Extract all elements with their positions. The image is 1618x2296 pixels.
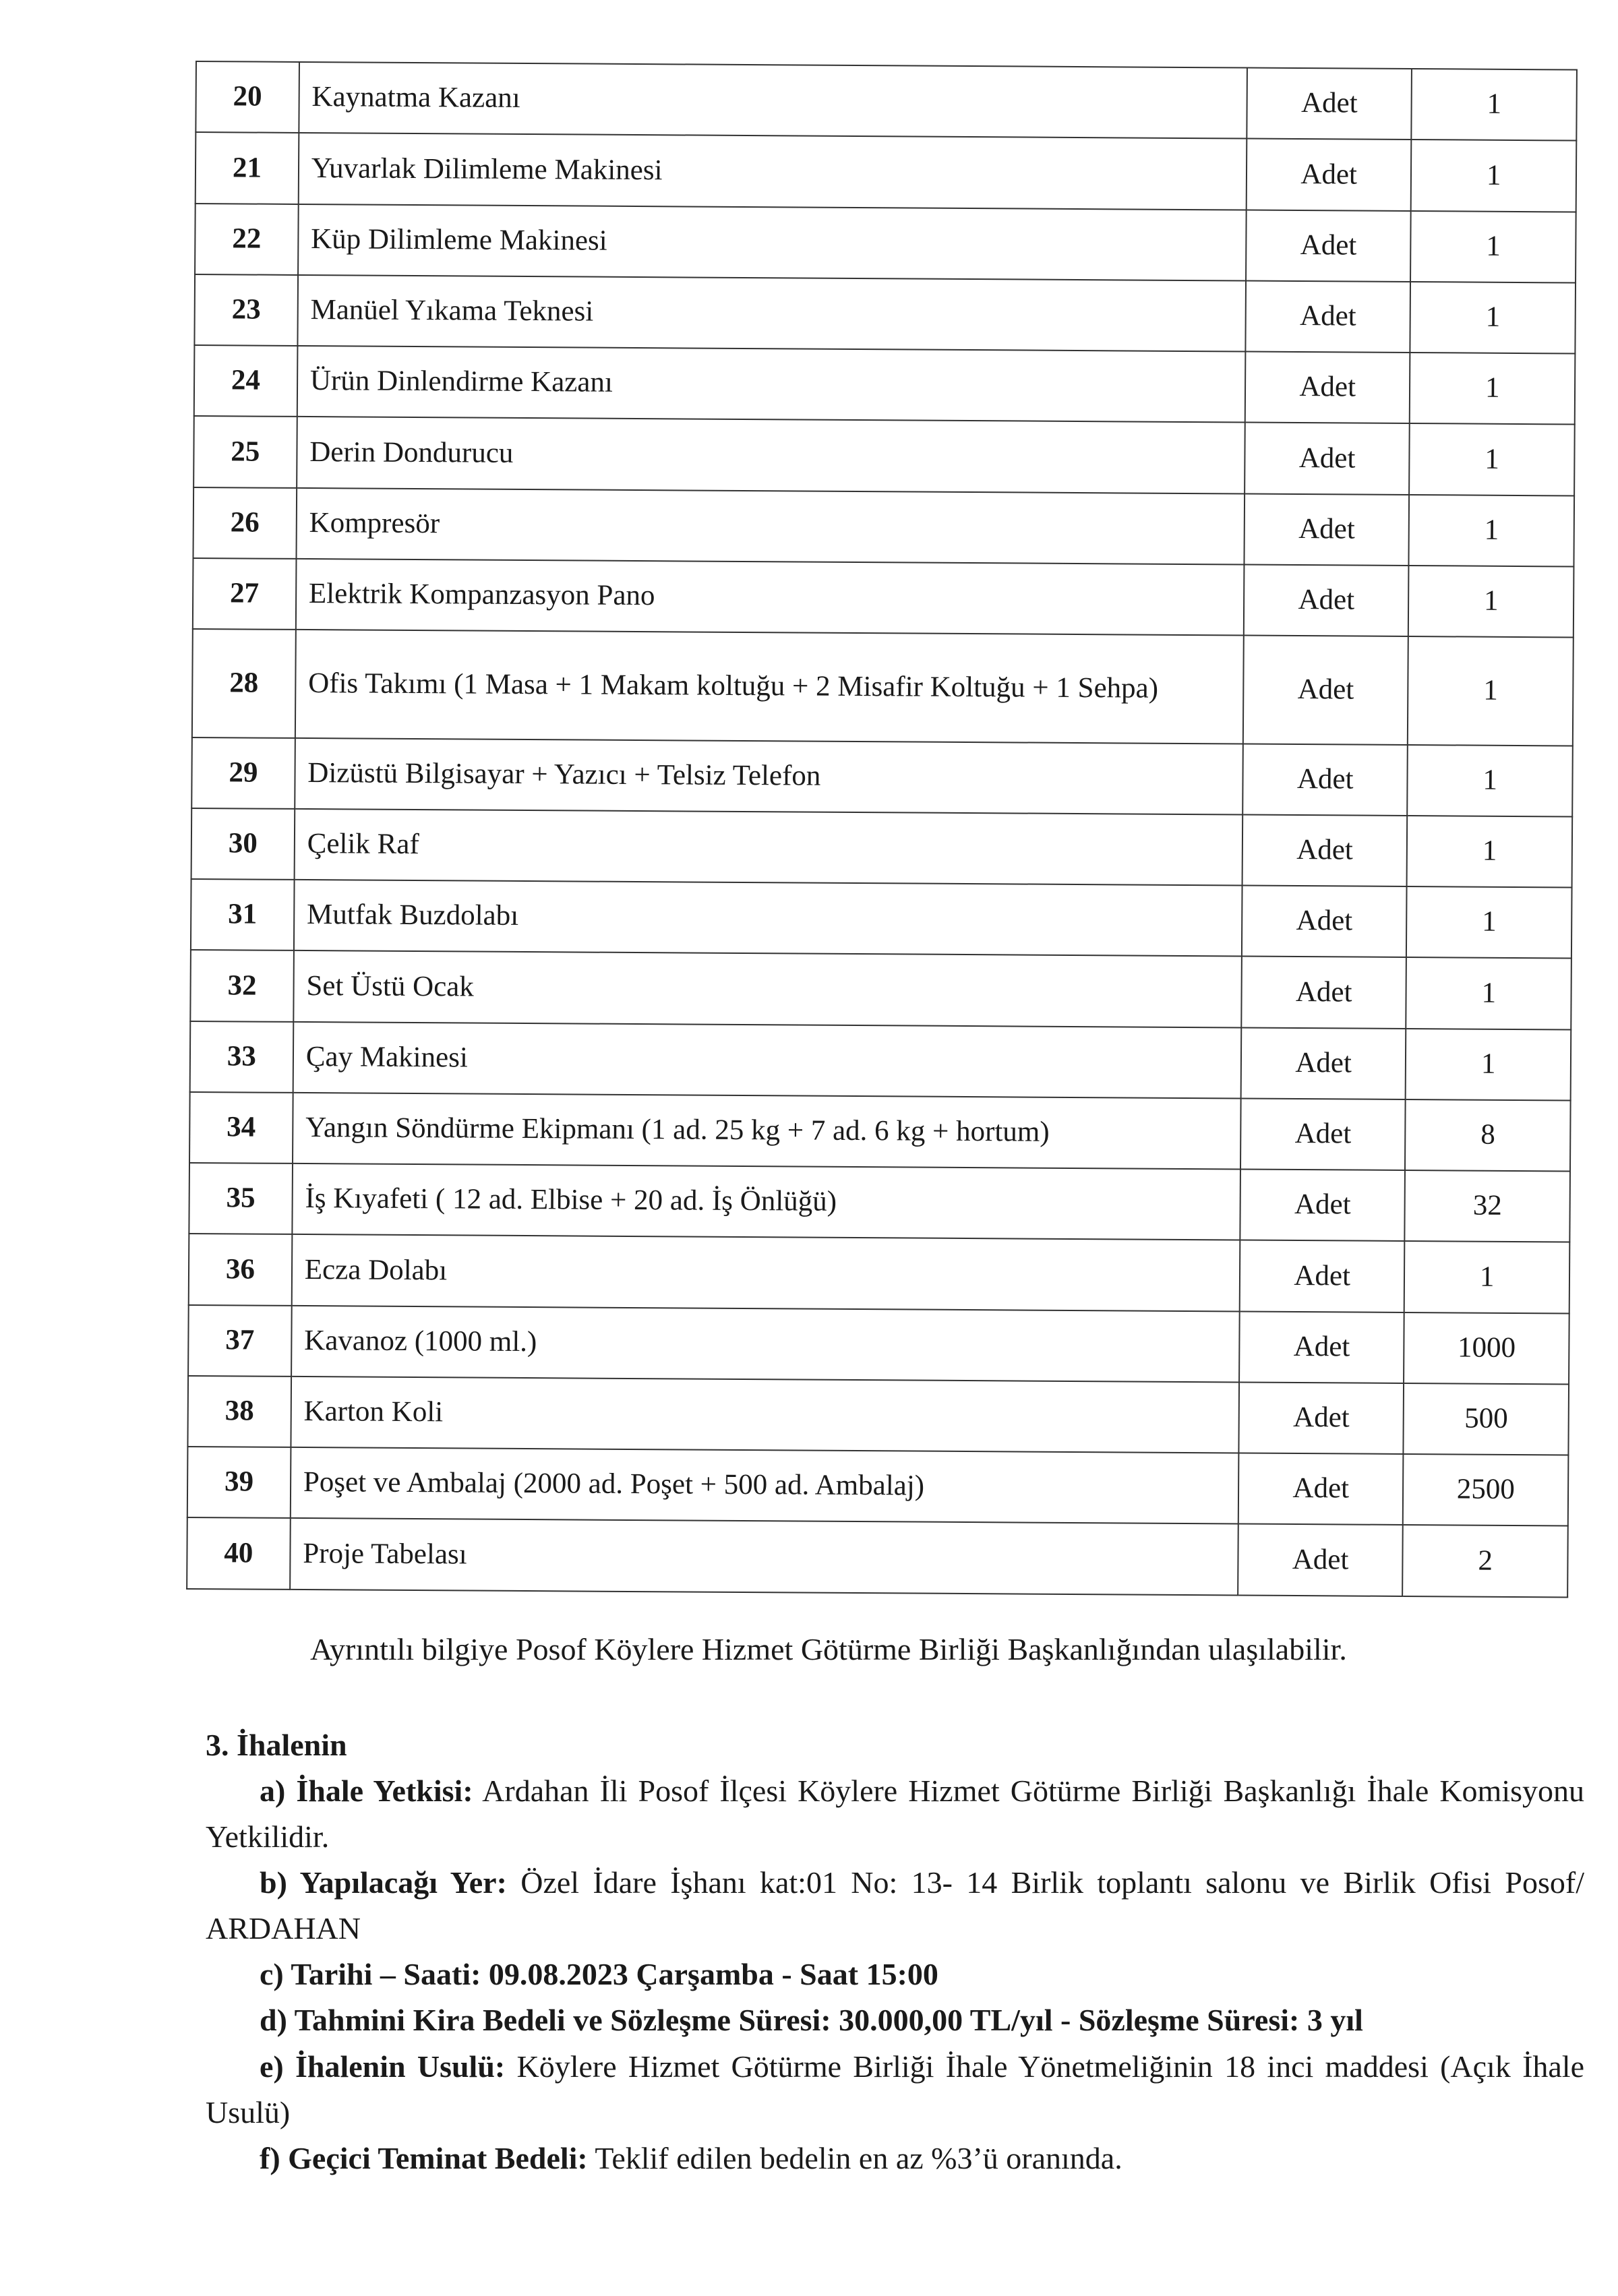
cell-number: 28 — [192, 629, 296, 737]
cell-unit: Adet — [1244, 564, 1409, 636]
cell-unit: Adet — [1242, 814, 1407, 886]
tender-item-label: a) İhale Yetkisi: — [260, 1774, 473, 1809]
cell-number: 27 — [193, 558, 296, 630]
cell-unit: Adet — [1238, 1453, 1404, 1525]
cell-quantity: 1 — [1410, 423, 1575, 495]
cell-description: Ecza Dolabı — [292, 1234, 1240, 1311]
cell-quantity: 1 — [1408, 566, 1574, 638]
cell-description: Kaynatma Kazanı — [299, 62, 1247, 139]
table-row — [191, 879, 1572, 959]
tender-item-text: Özel İdare İşhanı kat:01 No: 13- 14 Birlik toplantı salonu ve Birlik Ofisi Posof/ ARDAHAN — [206, 1865, 1584, 1946]
cell-quantity: 1 — [1411, 140, 1576, 212]
cell-unit: Adet — [1247, 68, 1412, 140]
cell-description: Ofis Takımı (1 Masa + 1 Makam koltuğu + 2 Misafir Koltuğu + 1 Sehpa) — [295, 630, 1244, 744]
info-note: Ayrıntılı bilgiye Posof Köylere Hizmet Götürme Birliği Başkanlığından ulaşılabilir. — [310, 1632, 1347, 1666]
cell-unit: Adet — [1240, 1098, 1406, 1170]
table-row — [189, 1092, 1571, 1172]
cell-unit: Adet — [1242, 744, 1408, 816]
cell-description: Küp Dilimleme Makinesi — [298, 204, 1247, 280]
cell-number: 37 — [188, 1305, 291, 1377]
cell-unit: Adet — [1245, 280, 1410, 353]
cell-description: Set Üstü Ocak — [293, 950, 1242, 1027]
cell-description: Kavanoz (1000 ml.) — [291, 1306, 1240, 1383]
table-row — [191, 808, 1573, 888]
tender-item-a — [206, 1768, 1584, 1860]
tender-item-text: Teklif edilen bedelin en az %3’ü oranında. — [587, 2140, 1122, 2175]
table-row — [196, 132, 1577, 212]
cell-unit: Adet — [1240, 1170, 1405, 1242]
tender-section — [206, 1722, 1584, 2181]
table-row — [196, 61, 1577, 141]
tender-item-text: Köylere Hizmet Götürme Birliği İhale Yönetmeliğinin 18 inci maddesi (Açık İhale Usulü) — [206, 2049, 1585, 2129]
cell-description: Dizüstü Bilgisayar + Yazıcı + Telsiz Telefon — [295, 737, 1243, 814]
cell-unit: Adet — [1243, 636, 1409, 745]
cell-number: 29 — [191, 737, 295, 809]
cell-number: 36 — [189, 1234, 292, 1305]
cell-description: Derin Dondurucu — [297, 417, 1245, 493]
cell-unit: Adet — [1241, 1027, 1406, 1099]
tender-item-e — [206, 2044, 1584, 2136]
cell-number: 24 — [194, 345, 297, 417]
cell-unit: Adet — [1238, 1524, 1403, 1596]
table-row — [187, 1517, 1568, 1597]
cell-number: 30 — [191, 808, 295, 880]
cell-unit: Adet — [1246, 210, 1411, 282]
cell-unit: Adet — [1239, 1311, 1404, 1383]
cell-description: Kompresör — [296, 488, 1245, 565]
cell-quantity: 1 — [1409, 495, 1574, 567]
table-row — [188, 1305, 1569, 1385]
cell-unit: Adet — [1245, 423, 1410, 495]
tender-item-f — [206, 2136, 1584, 2181]
cell-quantity: 1 — [1404, 1241, 1569, 1313]
cell-quantity: 1 — [1407, 816, 1572, 888]
tender-item-label: f) Geçici Teminat Bedeli: — [260, 2140, 588, 2175]
tender-item-b — [206, 1860, 1584, 1952]
equipment-table — [186, 61, 1578, 1598]
cell-unit: Adet — [1238, 1382, 1404, 1454]
cell-description: Poşet ve Ambalaj (2000 ad. Poşet + 500 ad. Ambalaj) — [291, 1447, 1239, 1524]
cell-description: Proje Tabelası — [290, 1518, 1238, 1595]
cell-number: 20 — [196, 61, 299, 133]
tender-item-label: c) Tarihi – Saati: 09.08.2023 Çarşamba - Saat 15:00 — [260, 1957, 938, 1992]
cell-quantity: 1 — [1406, 886, 1571, 959]
cell-description: Karton Koli — [291, 1377, 1239, 1453]
cell-quantity: 8 — [1405, 1099, 1570, 1172]
cell-number: 38 — [187, 1376, 291, 1447]
cell-description: Ürün Dinlendirme Kazanı — [297, 346, 1246, 423]
table-row — [193, 487, 1574, 567]
cell-quantity: 500 — [1404, 1383, 1569, 1455]
cell-unit: Adet — [1247, 139, 1412, 211]
cell-quantity: 1 — [1408, 636, 1574, 746]
table-row — [193, 558, 1574, 638]
cell-number: 35 — [189, 1163, 292, 1234]
cell-quantity: 1 — [1408, 745, 1573, 817]
cell-number: 23 — [194, 274, 297, 346]
cell-number: 26 — [193, 487, 296, 559]
cell-description: Yuvarlak Dilimleme Makinesi — [299, 133, 1247, 210]
tender-item-c — [206, 1952, 1584, 1997]
cell-unit: Adet — [1242, 886, 1407, 958]
table-row — [189, 1163, 1570, 1242]
cell-number: 22 — [195, 204, 298, 275]
cell-description: Elektrik Kompanzasyon Pano — [296, 559, 1245, 636]
cell-description: Mutfak Buzdolabı — [294, 880, 1242, 957]
cell-unit: Adet — [1244, 493, 1409, 566]
cell-unit: Adet — [1240, 1240, 1405, 1312]
cell-quantity: 1000 — [1404, 1312, 1569, 1385]
table-row — [195, 204, 1576, 283]
cell-quantity: 32 — [1405, 1170, 1570, 1242]
table-row — [194, 345, 1576, 425]
cell-quantity: 1 — [1410, 211, 1576, 283]
section-heading: 3. İhalenin — [206, 1728, 347, 1762]
cell-quantity: 2500 — [1403, 1454, 1568, 1526]
table-row — [194, 274, 1576, 354]
cell-number: 21 — [196, 132, 299, 204]
table-row — [191, 737, 1573, 817]
table-row — [187, 1447, 1569, 1526]
tender-item-text: Ardahan İli Posof İlçesi Köylere Hizmet Götürme Birliği Başkanlığı İhale Komisyonu Yetkilidir. — [206, 1774, 1585, 1854]
cell-quantity: 1 — [1410, 353, 1575, 425]
table-row — [187, 1376, 1569, 1455]
cell-number: 34 — [189, 1092, 293, 1164]
cell-number: 40 — [187, 1517, 290, 1589]
cell-quantity: 1 — [1406, 957, 1571, 1029]
cell-quantity: 1 — [1412, 69, 1577, 141]
cell-unit: Adet — [1241, 957, 1406, 1029]
table-row — [189, 1234, 1570, 1313]
cell-number: 25 — [193, 416, 297, 487]
cell-number: 39 — [187, 1447, 291, 1518]
cell-number: 32 — [190, 950, 293, 1021]
tender-item-label: e) İhalenin Usulü: — [260, 2049, 506, 2084]
cell-description: Çelik Raf — [294, 809, 1242, 886]
table-row — [190, 1021, 1571, 1101]
cell-quantity: 2 — [1403, 1525, 1568, 1597]
cell-description: Manüel Yıkama Teknesi — [297, 275, 1246, 352]
table-row — [193, 416, 1575, 495]
tender-item-label: b) Yapılacağı Yer: — [260, 1865, 507, 1900]
cell-quantity: 1 — [1410, 282, 1576, 354]
cell-number: 33 — [190, 1021, 293, 1093]
equipment-table-body — [187, 61, 1577, 1597]
cell-quantity: 1 — [1406, 1029, 1571, 1101]
cell-description: İş Kıyafeti ( 12 ad. Elbise + 20 ad. İş Önlüğü) — [292, 1164, 1240, 1240]
tender-item-label: d) Tahmini Kira Bedeli ve Sözleşme Süresi: 30.000,00 TL/yıl - Sözleşme Süresi: 3 yıl — [260, 2003, 1363, 2038]
cell-unit: Adet — [1245, 352, 1410, 424]
cell-description: Yangın Söndürme Ekipmanı (1 ad. 25 kg + 7 ad. 6 kg + hortum) — [293, 1093, 1241, 1170]
cell-number: 31 — [191, 879, 294, 950]
cell-description: Çay Makinesi — [293, 1022, 1241, 1099]
tender-item-d — [206, 1997, 1584, 2043]
table-row — [190, 950, 1571, 1029]
table-row — [192, 629, 1574, 746]
